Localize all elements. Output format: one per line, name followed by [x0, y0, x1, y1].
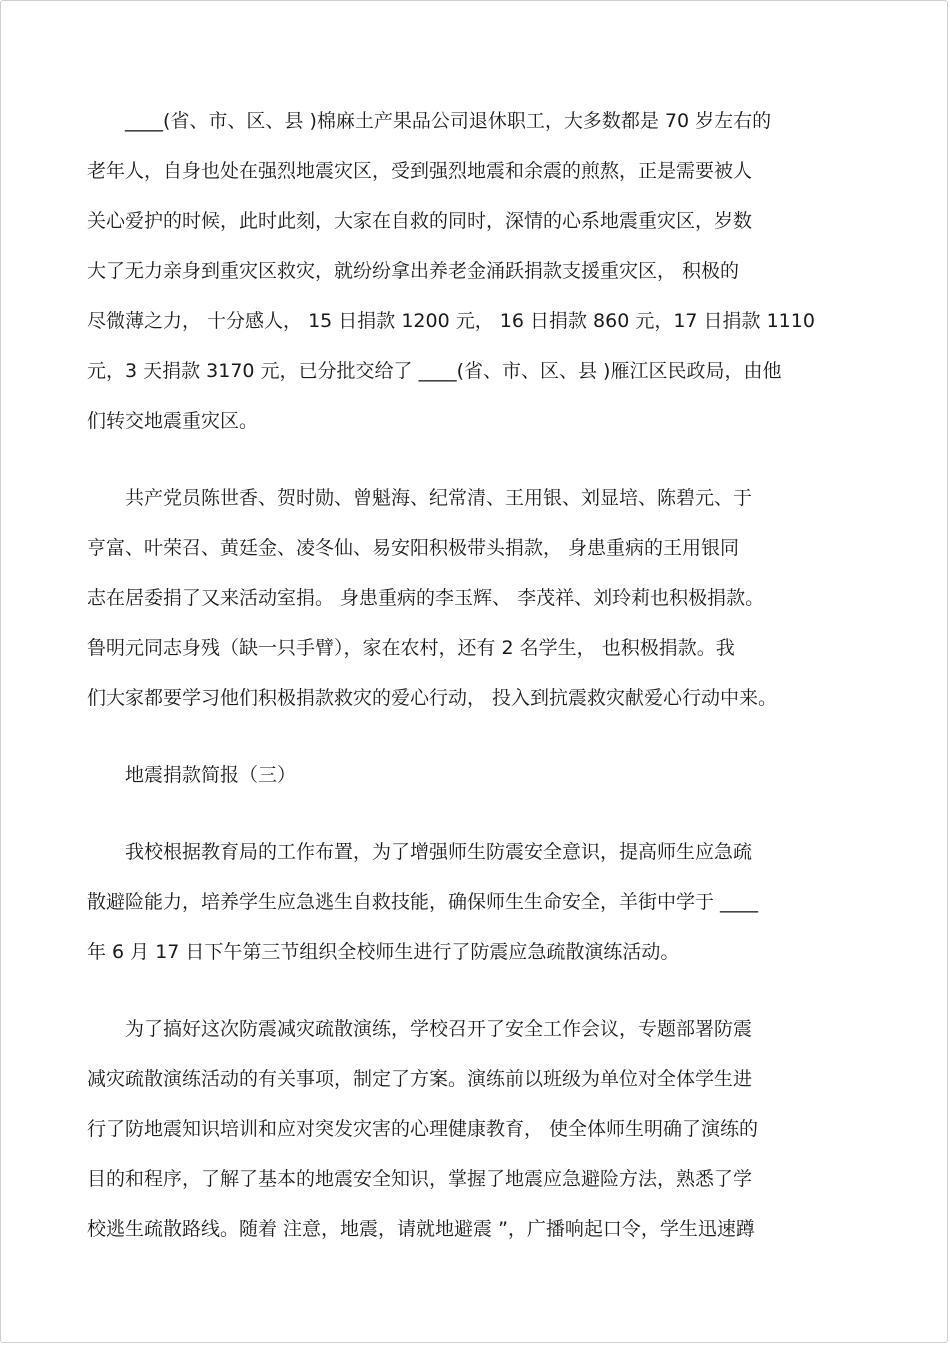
text-line: 元，3 天捐款 3170 元，已分批交给了 ____(省、市、区、县 )雁江区民政局，由他 [87, 360, 782, 382]
text-line: 校逃生疏散路线。随着 注意，地震，请就地避震 ”，广播响起口令，学生迅速蹲 [87, 1218, 755, 1240]
paragraph-gap [87, 802, 877, 829]
text-line: 目的和程序，了解了基本的地震安全知识，掌握了地震应急避险方法，熟悉了学 [87, 1168, 753, 1190]
paragraph-drill-preparation [87, 1006, 877, 1256]
text-line: 鲁明元同志身残（缺一只手臂），家在农村，还有 2 名学生， 也积极捐款。我 [87, 637, 735, 659]
text-line: 尽微薄之力， 十分感人， 15 日捐款 1200 元， 16 日捐款 860 元，17 日捐款 1110 [87, 310, 815, 332]
text-line: 为了搞好这次防震减灾疏散演练，学校召开了安全工作会议，专题部署防震 [87, 1018, 753, 1040]
paragraph-school-drill [87, 829, 877, 979]
text-line: 我校根据教育局的工作布置，为了增强师生防震安全意识，提高师生应急疏 [87, 841, 753, 863]
text-line: 行了防地震知识培训和应对突发灾害的心理健康教育， 使全体师生明确了演练的 [87, 1118, 759, 1140]
section-heading [87, 752, 877, 802]
paragraph-gap [87, 725, 877, 752]
text-line: 散避险能力，培养学生应急逃生自救技能，确保师生生命安全，羊街中学于 ____ [87, 891, 759, 913]
text-line: 老年人，自身也处在强烈地震灾区，受到强烈地震和余震的煎熬，正是需要被人 [87, 160, 753, 182]
text-line: 亨富、叶荣召、黄廷金、凌冬仙、易安阳积极带头捐款， 身患重病的王用银同 [87, 537, 740, 559]
text-line: 年 6 月 17 日下午第三节组织全校师生进行了防震应急疏散演练活动。 [87, 941, 680, 963]
paragraph-party-members [87, 475, 877, 725]
text-line: 关心爱护的时候，此时此刻，大家在自救的同时，深情的心系地震重灾区，岁数 [87, 210, 753, 232]
paragraph-donation-retirees [87, 98, 877, 448]
text-line: 们大家都要学习他们积极捐款救灾的爱心行动， 投入到抗震救灾献爱心行动中来。 [87, 687, 778, 709]
document-body [87, 98, 877, 1256]
text-line: 共产党员陈世香、贺时勋、曾魁海、纪常清、王用银、刘显培、陈碧元、于 [87, 487, 753, 509]
text-line: 减灾疏散演练活动的有关事项，制定了方案。演练前以班级为单位对全体学生进 [87, 1068, 753, 1090]
text-line: 志在居委捐了又来活动室捐。 身患重病的李玉辉、 李茂祥、刘玲莉也积极捐款。 [87, 587, 765, 609]
paragraph-gap [87, 448, 877, 475]
text-line: 们转交地震重灾区。 [87, 410, 259, 432]
heading-line: 地震捐款简报（三） [87, 764, 297, 786]
paragraph-gap [87, 979, 877, 1006]
text-line: ____(省、市、区、县 )棉麻土产果品公司退休职工，大多数都是 70 岁左右的 [87, 110, 772, 132]
text-line: 大了无力亲身到重灾区救灾，就纷纷拿出养老金涌跃捐款支援重灾区， 积极的 [87, 260, 740, 282]
